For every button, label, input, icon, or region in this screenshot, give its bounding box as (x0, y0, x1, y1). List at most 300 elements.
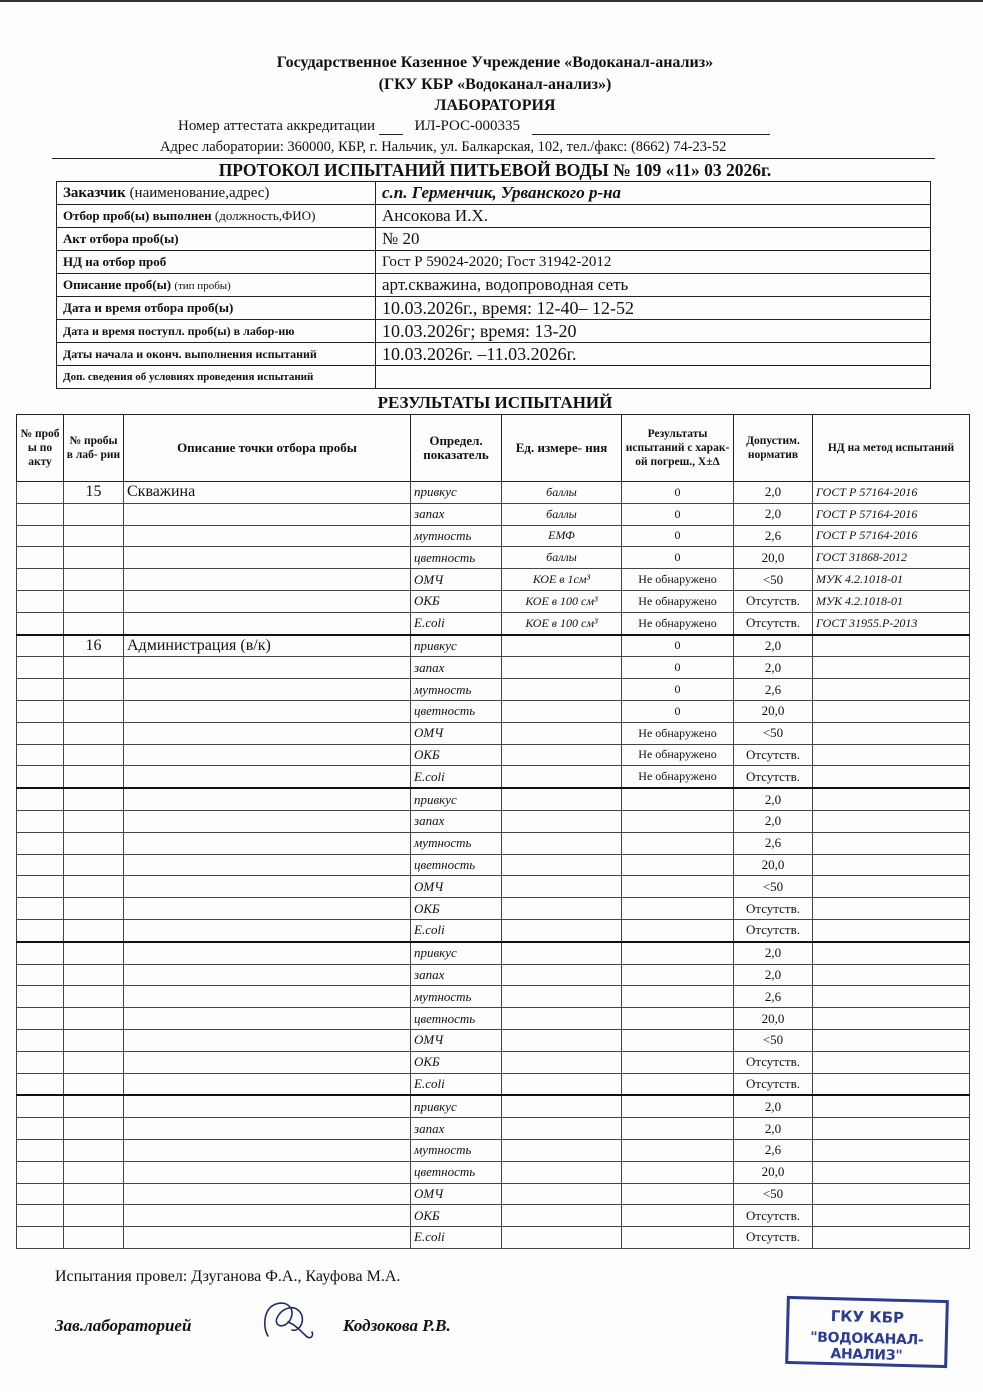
cell-indicator: E.coli (411, 1227, 502, 1249)
description-label: Описание проб(ы) (63, 277, 172, 292)
cell-act-no (17, 635, 64, 657)
cell-method (813, 898, 970, 920)
cell-lab-no (64, 788, 124, 810)
cell-act-no (17, 482, 64, 504)
cell-unit (502, 1227, 622, 1249)
cell-norm: 2,6 (734, 986, 813, 1008)
cell-result (622, 1183, 734, 1205)
cell-indicator: цветность (411, 854, 502, 876)
col-header-lab-no: № пробы в лаб- рии (64, 415, 124, 482)
cell-method (813, 766, 970, 788)
cell-method (813, 919, 970, 941)
organization-short-name: (ГКУ КБР «Водоканал-анализ») (378, 76, 612, 93)
results-table (16, 414, 970, 1249)
cell-point-desc (124, 590, 411, 612)
cell-act-no (17, 919, 64, 941)
cell-result: 0 (622, 547, 734, 569)
table-row (17, 766, 970, 788)
received-date-label: Дата и время поступл. проб(ы) в лабор-ию (57, 320, 376, 343)
cell-point-desc (124, 832, 411, 854)
cell-method: МУК 4.2.1018-01 (813, 569, 970, 591)
col-header-indicator: Определ. показатель (411, 415, 502, 482)
nd-label: НД на отбор проб (57, 251, 376, 274)
cell-act-no (17, 1073, 64, 1095)
table-row (17, 1095, 970, 1117)
table-row (17, 854, 970, 876)
cell-norm: <50 (734, 722, 813, 744)
cell-indicator: E.coli (411, 919, 502, 941)
cell-unit: КОЕ в 100 см³ (502, 590, 622, 612)
customer-label-note: (наименование,адрес) (129, 184, 270, 201)
cell-result (622, 1073, 734, 1095)
cell-unit (502, 1139, 622, 1161)
cell-norm: <50 (734, 1029, 813, 1051)
cell-lab-no (64, 1008, 124, 1030)
cell-act-no (17, 679, 64, 701)
cell-result (622, 810, 734, 832)
cell-norm: 20,0 (734, 854, 813, 876)
cell-unit (502, 1095, 622, 1117)
cell-point-desc (124, 1008, 411, 1030)
cell-point-desc (124, 876, 411, 898)
cell-lab-no (64, 766, 124, 788)
table-row (17, 482, 970, 504)
cell-act-no (17, 1118, 64, 1140)
cell-lab-no (64, 744, 124, 766)
cell-act-no (17, 1095, 64, 1117)
cell-result: Не обнаружено (622, 590, 734, 612)
cell-method (813, 1205, 970, 1227)
cell-norm: Отсутств. (734, 766, 813, 788)
table-row (17, 1227, 970, 1249)
cell-point-desc: Скважина (124, 482, 411, 504)
cell-indicator: ОКБ (411, 1051, 502, 1073)
table-row (17, 635, 970, 657)
test-dates-value: 10.03.2026г. –11.03.2026г. (376, 343, 931, 366)
cell-act-no (17, 525, 64, 547)
table-row (17, 1205, 970, 1227)
cell-lab-no (64, 1139, 124, 1161)
results-header-row (17, 415, 970, 482)
cell-unit (502, 876, 622, 898)
cell-indicator: запах (411, 503, 502, 525)
cell-method (813, 722, 970, 744)
table-row (17, 810, 970, 832)
table-row (17, 1073, 970, 1095)
head-of-lab-name: Кодзокова Р.В. (343, 1316, 451, 1335)
cell-point-desc (124, 788, 411, 810)
col-header-act-no: № проб ы по акту (17, 415, 64, 482)
cell-point-desc: Администрация (в/к) (124, 635, 411, 657)
cell-indicator: ОКБ (411, 590, 502, 612)
cell-norm: 20,0 (734, 1008, 813, 1030)
cell-indicator: привкус (411, 482, 502, 504)
cell-method (813, 876, 970, 898)
cell-unit: баллы (502, 482, 622, 504)
cell-result (622, 854, 734, 876)
cell-indicator: мутность (411, 679, 502, 701)
cell-method (813, 679, 970, 701)
sample-date-label: Дата и время отбора проб(ы) (57, 297, 376, 320)
cell-indicator: мутность (411, 1139, 502, 1161)
cell-lab-no (64, 1227, 124, 1249)
cell-point-desc (124, 1161, 411, 1183)
cell-method: ГОСТ Р 57164-2016 (813, 482, 970, 504)
table-row (17, 942, 970, 964)
cell-result (622, 788, 734, 810)
cell-act-no (17, 569, 64, 591)
cell-result (622, 942, 734, 964)
cell-act-no (17, 942, 64, 964)
cell-act-no (17, 1205, 64, 1227)
cell-act-no (17, 876, 64, 898)
extra-conditions-label: Доп. сведения об условиях проведения испытаний (57, 366, 376, 389)
cell-act-no (17, 788, 64, 810)
cell-result: Не обнаружено (622, 612, 734, 634)
cell-norm: Отсутств. (734, 1051, 813, 1073)
cell-result: Не обнаружено (622, 766, 734, 788)
cell-lab-no (64, 1161, 124, 1183)
act-value: № 20 (376, 228, 931, 251)
cell-unit: ЕМФ (502, 525, 622, 547)
cell-indicator: E.coli (411, 1073, 502, 1095)
info-row-received-date (57, 320, 931, 343)
cell-result: Не обнаружено (622, 722, 734, 744)
table-row (17, 744, 970, 766)
cell-point-desc (124, 547, 411, 569)
table-row (17, 1183, 970, 1205)
cell-lab-no (64, 919, 124, 941)
cell-act-no (17, 590, 64, 612)
cell-result: 0 (622, 700, 734, 722)
cell-norm: 2,6 (734, 525, 813, 547)
cell-indicator: мутность (411, 525, 502, 547)
cell-unit (502, 942, 622, 964)
col-header-unit: Ед. измере- ния (502, 415, 622, 482)
cell-point-desc (124, 919, 411, 941)
table-row (17, 1118, 970, 1140)
cell-lab-no (64, 722, 124, 744)
cell-lab-no (64, 1095, 124, 1117)
cell-indicator: ОКБ (411, 744, 502, 766)
accreditation-label: Номер аттестата аккредитации (178, 118, 375, 134)
cell-act-no (17, 722, 64, 744)
cell-unit (502, 832, 622, 854)
cell-lab-no: 15 (64, 482, 124, 504)
col-header-result: Результаты испытаний с харак-ой погреш., Х±Δ (622, 415, 734, 482)
cell-act-no (17, 810, 64, 832)
customer-label: Заказчик (63, 184, 126, 201)
table-row (17, 679, 970, 701)
stamp-line-1: ГКУ КБР (830, 1307, 905, 1327)
cell-point-desc (124, 1118, 411, 1140)
cell-norm: 20,0 (734, 547, 813, 569)
cell-lab-no (64, 1118, 124, 1140)
table-row (17, 547, 970, 569)
cell-unit (502, 788, 622, 810)
cell-indicator: привкус (411, 1095, 502, 1117)
cell-point-desc (124, 1073, 411, 1095)
info-row-extra (57, 366, 931, 389)
customer-value: с.п. Герменчик, Урванского р-на (376, 182, 931, 205)
cell-unit (502, 1051, 622, 1073)
info-row-customer (57, 182, 931, 205)
tested-by: Испытания провел: Дзуганова Ф.А., Кауфова М.А. (55, 1268, 401, 1285)
cell-indicator: привкус (411, 635, 502, 657)
info-row-description (57, 274, 931, 297)
cell-act-no (17, 1051, 64, 1073)
cell-unit (502, 1073, 622, 1095)
cell-act-no (17, 657, 64, 679)
cell-method: ГОСТ Р 57164-2016 (813, 525, 970, 547)
table-row (17, 1051, 970, 1073)
cell-norm: 2,0 (734, 657, 813, 679)
cell-indicator: ОКБ (411, 1205, 502, 1227)
cell-unit (502, 898, 622, 920)
cell-norm: 2,0 (734, 503, 813, 525)
received-date-value: 10.03.2026г; время: 13-20 (376, 320, 931, 343)
table-row (17, 503, 970, 525)
cell-act-no (17, 898, 64, 920)
cell-unit (502, 919, 622, 941)
cell-result (622, 876, 734, 898)
info-row-nd (57, 251, 931, 274)
cell-indicator: ОМЧ (411, 569, 502, 591)
table-row (17, 700, 970, 722)
cell-indicator: мутность (411, 832, 502, 854)
cell-lab-no (64, 986, 124, 1008)
cell-norm: 2,6 (734, 1139, 813, 1161)
col-header-method: НД на метод испытаний (813, 415, 970, 482)
cell-method (813, 810, 970, 832)
cell-act-no (17, 1139, 64, 1161)
cell-norm: 2,0 (734, 964, 813, 986)
cell-method (813, 986, 970, 1008)
cell-act-no (17, 854, 64, 876)
sample-info-table (56, 181, 931, 389)
laboratory-title: ЛАБОРАТОРИЯ (434, 97, 556, 114)
cell-method (813, 635, 970, 657)
cell-lab-no (64, 657, 124, 679)
cell-method (813, 1095, 970, 1117)
cell-act-no (17, 503, 64, 525)
table-row (17, 1139, 970, 1161)
col-header-point-desc: Описание точки отбора пробы (124, 415, 411, 482)
cell-unit (502, 1183, 622, 1205)
sampler-label: Отбор проб(ы) выполнен (63, 208, 212, 223)
cell-point-desc (124, 744, 411, 766)
cell-act-no (17, 744, 64, 766)
cell-method (813, 700, 970, 722)
cell-indicator: запах (411, 810, 502, 832)
cell-point-desc (124, 1029, 411, 1051)
cell-unit (502, 810, 622, 832)
cell-norm: Отсутств. (734, 1205, 813, 1227)
cell-norm: <50 (734, 876, 813, 898)
test-dates-label: Даты начала и оконч. выполнения испытаний (57, 343, 376, 366)
cell-norm: Отсутств. (734, 590, 813, 612)
cell-act-no (17, 986, 64, 1008)
cell-norm: Отсутств. (734, 919, 813, 941)
cell-point-desc (124, 1205, 411, 1227)
cell-indicator: ОКБ (411, 898, 502, 920)
accreditation-line (178, 118, 770, 135)
cell-norm: 2,0 (734, 788, 813, 810)
cell-norm: 2,0 (734, 1095, 813, 1117)
cell-method (813, 1073, 970, 1095)
cell-indicator: цветность (411, 1008, 502, 1030)
cell-method (813, 1139, 970, 1161)
col-header-norm: Допустим. норматив (734, 415, 813, 482)
cell-result (622, 1008, 734, 1030)
cell-lab-no (64, 942, 124, 964)
cell-result (622, 1139, 734, 1161)
cell-lab-no (64, 547, 124, 569)
cell-result (622, 1161, 734, 1183)
cell-indicator: цветность (411, 1161, 502, 1183)
cell-method (813, 832, 970, 854)
cell-lab-no (64, 525, 124, 547)
cell-unit (502, 700, 622, 722)
cell-result (622, 1227, 734, 1249)
cell-result: 0 (622, 657, 734, 679)
cell-act-no (17, 1227, 64, 1249)
cell-norm: <50 (734, 569, 813, 591)
top-border (0, 0, 983, 2)
cell-unit (502, 657, 622, 679)
cell-result: 0 (622, 525, 734, 547)
accreditation-number: ИЛ-РОС-000335 (414, 118, 521, 134)
cell-point-desc (124, 986, 411, 1008)
cell-unit (502, 854, 622, 876)
cell-point-desc (124, 810, 411, 832)
cell-method (813, 964, 970, 986)
cell-unit (502, 1008, 622, 1030)
cell-result: 0 (622, 679, 734, 701)
cell-lab-no (64, 1051, 124, 1073)
table-row (17, 919, 970, 941)
cell-act-no (17, 612, 64, 634)
cell-lab-no (64, 1205, 124, 1227)
sample-date-value: 10.03.2026г., время: 12-40– 12-52 (376, 297, 931, 320)
cell-norm: 2,0 (734, 942, 813, 964)
cell-result: 0 (622, 503, 734, 525)
table-row (17, 657, 970, 679)
cell-result (622, 964, 734, 986)
table-row (17, 612, 970, 634)
cell-method (813, 1051, 970, 1073)
results-title: РЕЗУЛЬТАТЫ ИСПЫТАНИЙ (377, 393, 613, 412)
cell-act-no (17, 547, 64, 569)
table-row (17, 964, 970, 986)
cell-lab-no (64, 876, 124, 898)
description-value: арт.скважина, водопроводная сеть (376, 274, 931, 297)
cell-norm: Отсутств. (734, 898, 813, 920)
cell-point-desc (124, 854, 411, 876)
cell-norm: Отсутств. (734, 1227, 813, 1249)
header-divider (52, 158, 935, 159)
cell-result: 0 (622, 482, 734, 504)
cell-indicator: запах (411, 1118, 502, 1140)
cell-point-desc (124, 722, 411, 744)
cell-norm: 20,0 (734, 1161, 813, 1183)
cell-unit (502, 679, 622, 701)
cell-indicator: E.coli (411, 612, 502, 634)
results-body (17, 482, 970, 1249)
cell-point-desc (124, 1227, 411, 1249)
cell-act-no (17, 1183, 64, 1205)
cell-unit (502, 964, 622, 986)
cell-unit (502, 1029, 622, 1051)
cell-act-no (17, 832, 64, 854)
head-of-lab-label: Зав.лабораторией (55, 1316, 192, 1335)
cell-lab-no (64, 964, 124, 986)
cell-result: 0 (622, 635, 734, 657)
cell-unit (502, 986, 622, 1008)
cell-result (622, 898, 734, 920)
cell-point-desc (124, 1095, 411, 1117)
cell-point-desc (124, 525, 411, 547)
cell-act-no (17, 700, 64, 722)
cell-method: ГОСТ Р 57164-2016 (813, 503, 970, 525)
table-row (17, 986, 970, 1008)
cell-result (622, 1029, 734, 1051)
info-row-sample-date (57, 297, 931, 320)
info-row-sampler (57, 205, 931, 228)
cell-indicator: ОМЧ (411, 1029, 502, 1051)
cell-lab-no (64, 679, 124, 701)
cell-norm: 2,6 (734, 679, 813, 701)
cell-point-desc (124, 964, 411, 986)
cell-result (622, 832, 734, 854)
organization-name: Государственное Казенное Учреждение «Водоканал-анализ» (276, 54, 714, 71)
description-label-note: (тип пробы) (174, 280, 231, 292)
cell-method: МУК 4.2.1018-01 (813, 590, 970, 612)
cell-unit: КОЕ в 100 см³ (502, 612, 622, 634)
cell-lab-no (64, 590, 124, 612)
info-row-test-dates (57, 343, 931, 366)
cell-lab-no (64, 569, 124, 591)
cell-indicator: ОМЧ (411, 722, 502, 744)
cell-act-no (17, 1008, 64, 1030)
table-row (17, 1161, 970, 1183)
lab-address: Адрес лаборатории: 360000, КБР, г. Нальчик, ул. Балкарская, 102, тел./факс: (8662) 74-23-52 (160, 139, 727, 155)
cell-act-no (17, 766, 64, 788)
cell-method: ГОСТ 31955.Р-2013 (813, 612, 970, 634)
cell-unit: баллы (502, 547, 622, 569)
stamp-line-2: "ВОДОКАНАЛ-АНАЛИЗ" (810, 1329, 924, 1364)
cell-point-desc (124, 1051, 411, 1073)
cell-result (622, 919, 734, 941)
cell-point-desc (124, 1183, 411, 1205)
act-label: Акт отбора проб(ы) (57, 228, 376, 251)
cell-lab-no (64, 700, 124, 722)
signature (258, 1296, 318, 1344)
cell-lab-no (64, 1183, 124, 1205)
cell-indicator: запах (411, 657, 502, 679)
cell-norm: Отсутств. (734, 744, 813, 766)
extra-conditions-value (376, 366, 931, 389)
nd-value: Гост Р 59024-2020; Гост 31942-2012 (376, 251, 931, 274)
cell-point-desc (124, 503, 411, 525)
cell-act-no (17, 1029, 64, 1051)
cell-lab-no (64, 1073, 124, 1095)
cell-result: Не обнаружено (622, 744, 734, 766)
cell-lab-no (64, 854, 124, 876)
cell-indicator: ОМЧ (411, 1183, 502, 1205)
cell-method (813, 788, 970, 810)
cell-lab-no (64, 1029, 124, 1051)
